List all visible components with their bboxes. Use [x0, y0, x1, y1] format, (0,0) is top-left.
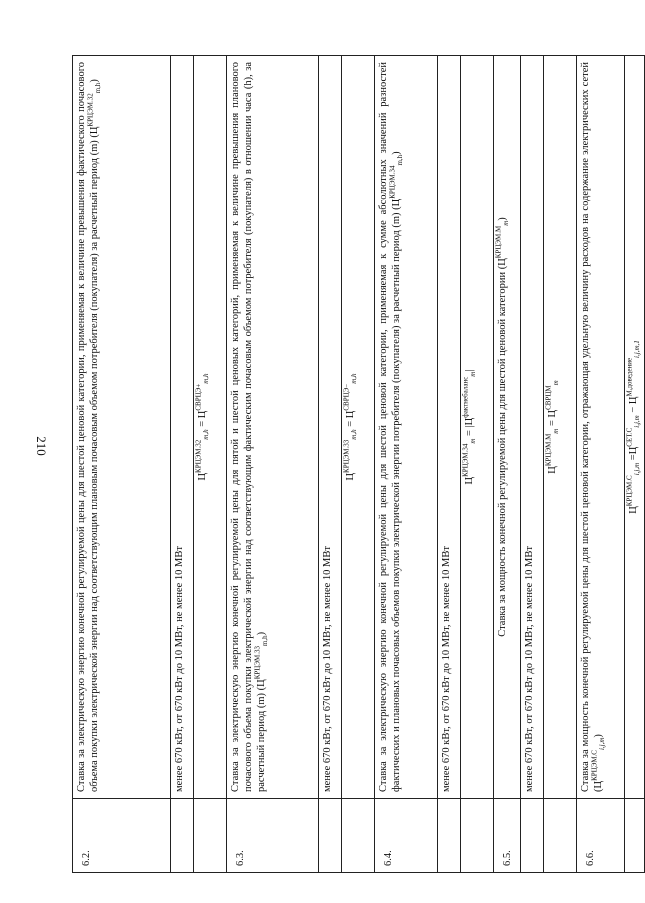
row-number: 6.3. — [227, 799, 319, 873]
formula: $Ц^{КРЦЭМ.32}_{m,h} = Ц^{СВРЦЭ+}_{m,h}$ — [194, 56, 227, 799]
formula: $Ц^{КРЦЭМ.М}_m = Ц^{СВРЦМ}_m$ — [544, 56, 577, 799]
table-row — [73, 56, 171, 873]
row-number: 6.4. — [375, 799, 438, 873]
row-number — [521, 799, 544, 873]
formula: $Ц^{КРЦЭМ.34}_m = |Ц^{фактнебаланс}_m|$ — [461, 56, 494, 799]
table-row — [375, 56, 438, 873]
table-row — [494, 56, 521, 873]
table-row — [194, 56, 227, 873]
power-range-text: менее 670 кВт, от 670 кВт до 10 МВт, не менее 10 МВт — [438, 56, 461, 799]
table-row — [342, 56, 375, 873]
row-number — [342, 799, 375, 873]
row-number: 6.2. — [73, 799, 171, 873]
formula: $Ц^{КРЦЭМ.С}_{i,j,m} =Ц^{СЕТ.С}_{i,j,m} - Ц^{М,доведение}_{i,j,m,1}$ — [625, 56, 645, 799]
row-number — [544, 799, 577, 873]
row-description: Ставка за мощность конечной регулируемой цены для шестой ценовой категории $(Ц^{КРЦЭМ.М}_m)$ — [494, 56, 521, 799]
row-description: Ставка за электрическую энергию конечной регулируемой цены для шестой ценовой категории, применяемая к величине превышения фактического почасового объема покупки электрической энергии над соответствующим плановым почасовым объемом потребителя (покупателя) за расчетный период (m) $(Ц^{КРЦЭМ.32}_{m,h})$ — [73, 56, 171, 799]
table-row — [577, 56, 625, 873]
power-range-text: менее 670 кВт, от 670 кВт до 10 МВт, не менее 10 МВт — [521, 56, 544, 799]
table-row — [171, 56, 194, 873]
row-description: Ставка за электрическую энергию конечной регулируемой цены для шестой ценовой категории, применяемая к сумме абсолютных значений разностей фактических и плановых почасовых объемов покупки электрической энергии потребителя (покупателя) за расчетный период (m) $(Ц^{КРЦЭМ.34}_{m,h})$ — [375, 56, 438, 799]
row-description: Ставка за мощность конечной регулируемой цены для шестой ценовой категории, отражающая удельную величину расходов на содержание электрических сетей $(Ц^{КРЦЭМ.С}_{i,j,m})$ — [577, 56, 625, 799]
power-range-text: менее 670 кВт, от 670 кВт до 10 МВт, не менее 10 МВт — [171, 56, 194, 799]
row-number: 6.6. — [577, 799, 625, 873]
row-number — [171, 799, 194, 873]
row-number — [461, 799, 494, 873]
formula: $Ц^{КРЦЭМ.33}_{m,h} = Ц^{СВРЦЭ-}_{m,h}$ — [342, 56, 375, 799]
row-number — [438, 799, 461, 873]
table-row — [625, 56, 645, 873]
row-number — [319, 799, 342, 873]
table-row — [227, 56, 319, 873]
table-row — [521, 56, 544, 873]
row-number — [625, 799, 645, 873]
table-row — [461, 56, 494, 873]
power-range-text: менее 670 кВт, от 670 кВт до 10 МВт, не менее 10 МВт — [319, 56, 342, 799]
tariff-table — [72, 55, 645, 873]
page-number: 210 — [34, 436, 49, 456]
table-row — [438, 56, 461, 873]
rotated-page-content — [72, 55, 642, 873]
row-description: Ставка за электрическую энергию конечной регулируемой цены для пятой и шестой ценовых категорий, применяемая к величине превышения планового почасового объема покупки электрической энергии над соответствующим фактическим почасовым объемом потребителя (покупателя) в отношении часа (h), за расчетный период (m) $(Ц^{КРЦЭМ.33}_{m,h})$ — [227, 56, 319, 799]
table-row — [544, 56, 577, 873]
row-number: 6.5. — [494, 799, 521, 873]
row-number — [194, 799, 227, 873]
table-row — [319, 56, 342, 873]
